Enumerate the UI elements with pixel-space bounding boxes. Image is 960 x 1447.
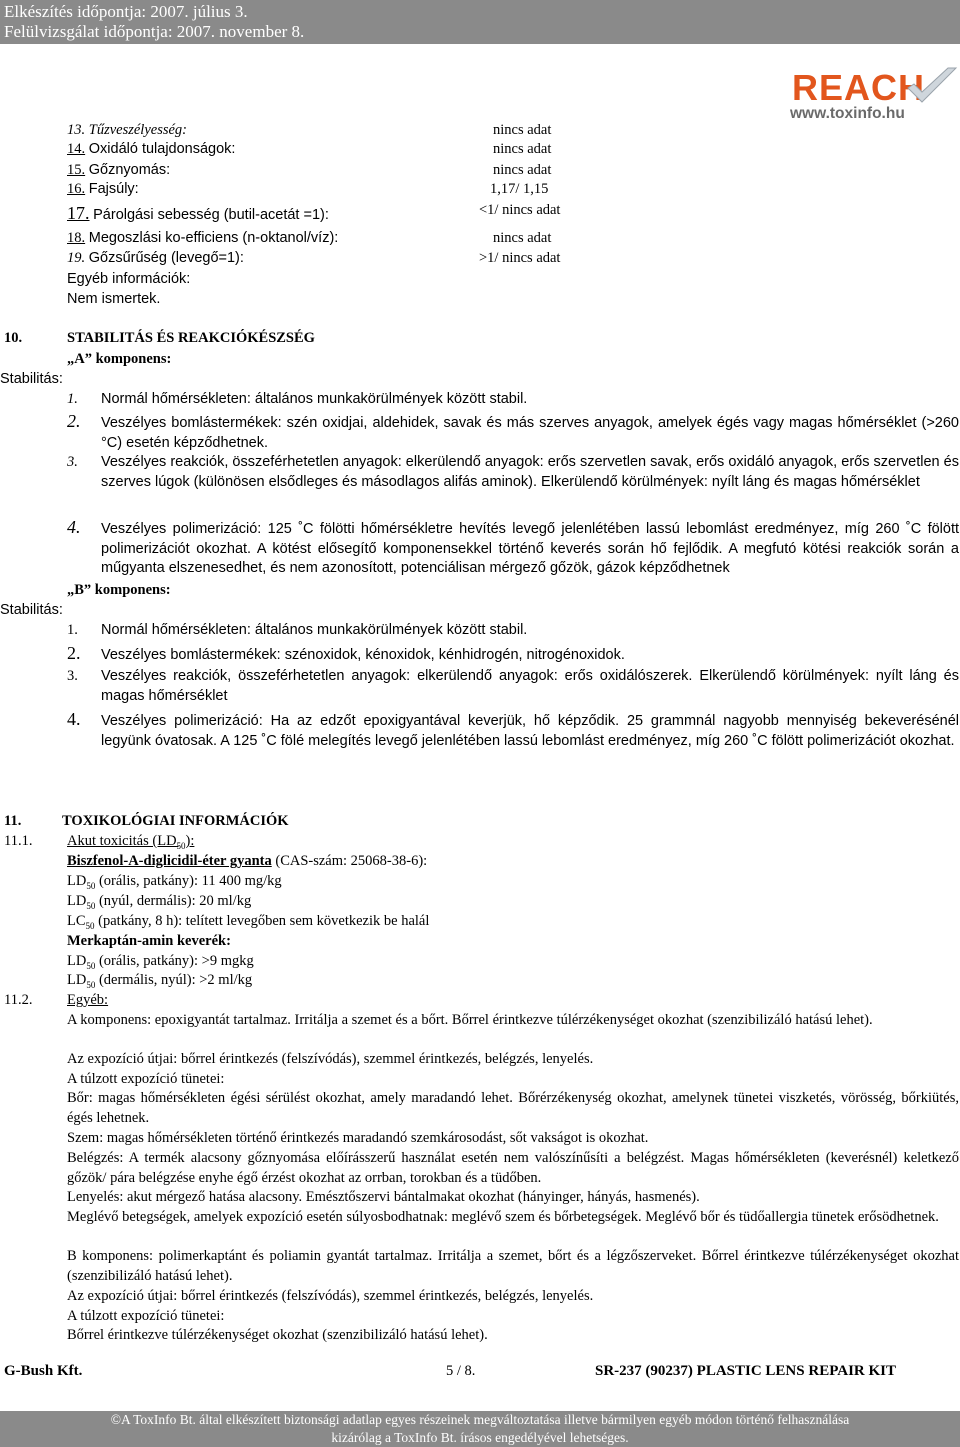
component-1-cas: (CAS-szám: 25068-38-6):: [271, 853, 428, 869]
tox-prefix: LC: [67, 913, 86, 929]
footer-product: SR-237 (90237) PLASTIC LENS REPAIR KIT: [595, 1363, 897, 1379]
tox-sub: 50: [86, 979, 96, 990]
logo-wordmark: REACH: [792, 67, 926, 108]
tox-prefix: LD: [67, 972, 87, 988]
tox-prefix: LD: [67, 953, 87, 969]
created-date: Elkészítés időpontja: 2007. július 3.: [4, 2, 248, 21]
b-item-text: Veszélyes polimerizáció: Ha az edzőt epoxigyantával keverjük, hő képződik. 25 grammnál nagyobb mennyiség bekeverésénél legyünk óvatosak. A 125 ˚C fölé melegítés levegő jelenlétében lassú lebomlást eredményez, míg 260 ˚C fölött polimerizációt okozhat.: [101, 713, 959, 749]
tox-paragraph: Meglévő betegségek, amelyek expozíció esetén súlyosbodhatnak: meglévő szem és bőrbetegségek. Meglévő bőr és tüdőallergia tünetek erősödhetnek.: [67, 1209, 939, 1225]
b-item-num: 4.: [67, 709, 81, 729]
prop-num: 16.: [67, 181, 86, 197]
copyright-line-2: kizárólag a ToxInfo Bt. írásos engedélyével lehetséges.: [331, 1430, 629, 1445]
a-item-text: Veszélyes bomlástermékek: szén oxidjai, aldehidek, savak és más szerves anyagok, amelyek égés vagy magas hőmérséklet (>260 °C) esetén képződhetnek.: [101, 415, 959, 451]
a-item-num: 4.: [67, 517, 81, 537]
prop-label: Fajsúly:: [88, 181, 139, 197]
prop-row: [67, 180, 139, 199]
prop-label: Oxidáló tulajdonságok:: [88, 141, 236, 157]
tox-sub: 50: [86, 960, 96, 971]
reach-logo: [788, 66, 960, 122]
component-2-name: Merkaptán-amin keverék:: [67, 933, 231, 949]
prop-num: 14.: [67, 141, 86, 157]
tox-text: (patkány, 8 h): telített levegőben sem következik be halál: [94, 913, 430, 929]
b-item-num: 1.: [67, 622, 78, 638]
a-item-text: Veszélyes polimerizáció: 125 ˚C fölötti hőmérsékletre hevítés levegő jelenlétében lassú lebomlást eredményez, míg 260 ˚C fölött polimerizációt okozhat. A kötést elősegítő komponensekkel történő keverés során hő fejlődik. A megfutó kötési reakciók során a műgyanta elszenesedhet, és nem azonosított, potenciálisan mérgező gőzök, gázok képződhetnek: [101, 521, 959, 576]
header-band: [0, 0, 960, 44]
footer-company: G-Bush Kft.: [4, 1363, 83, 1379]
a-item-num: 1.: [67, 391, 78, 407]
tox-paragraph: Belégzés: A termék alacsony gőznyomása előírásszerű használat esetén nem valószínűsíti a belégzést. Magas hőmérsékleten (keverésnél) keletkező gőzök/ pára belégzése enyhe égő érzést okozhat az orrban, torokban és a tüdőben.: [67, 1150, 959, 1186]
prop-num: 17.: [67, 203, 90, 223]
prop-row: [67, 161, 170, 180]
footer-page-number: 5 / 8.: [446, 1363, 476, 1379]
tox-prefix: LD: [67, 873, 87, 889]
tox-text: (orális, patkány): 11 400 mg/kg: [95, 873, 282, 889]
b-item-num: 2.: [67, 643, 81, 663]
prop-label: Párolgási sebesség (butil-acetát =1):: [93, 207, 329, 223]
section-11-num: 11.: [4, 813, 22, 829]
prop-value: >1/ nincs adat: [479, 250, 561, 266]
prop-value: <1/ nincs adat: [479, 202, 561, 218]
component-1-name: Biszfenol-A-diglicidil-éter gyanta: [67, 853, 272, 869]
tox-paragraph: B komponens: polimerkaptánt és poliamin gyantát tartalmaz. Irritálja a szemet, bőrt és a légzőszerveket. Bőrrel érintkezve túlérzékenységet okozhat (szenzibilizáló hatású lehet).: [67, 1248, 959, 1284]
prop-value: nincs adat: [493, 162, 552, 178]
prop-value: 1,17/ 1,15: [490, 181, 549, 197]
tox-prefix: LD: [67, 893, 87, 909]
subsection-11-1-num: 11.1.: [4, 833, 33, 849]
prop-num: 18.: [67, 230, 86, 246]
other-info-value: Nem ismertek.: [67, 291, 161, 307]
tox-sub: 50: [86, 900, 96, 911]
tox-sub: 50: [85, 920, 95, 931]
tox-paragraph: Az expozíció útjai: bőrrel érintkezés (felszívódás), szemmel érintkezés, belégzés, lenyelés.: [67, 1288, 594, 1304]
b-item-text: Veszélyes bomlástermékek: szénoxidok, kénoxidok, kénhidrogén, nitrogénoxidok.: [101, 647, 625, 663]
component-b-label: „B” komponens:: [67, 582, 171, 598]
copyright-line-1: ©A ToxInfo Bt. által elkészített biztonsági adatlap egyes részeinek megváltoztatása illetve bármilyen egyéb módon történő felhasználása: [110, 1412, 850, 1427]
a-item-text: Veszélyes reakciók, összeférhetetlen anyagok: elkerülendő anyagok: erős szervetlen savak, erős oxidáló anyagok, erős szervetlen és szerves lúgok (különösen elsődleges és másodlagos alifás aminok). Elkerülendő körülmények: nyílt láng és magas hőmérséklet: [101, 454, 959, 490]
a-item-text: Normál hőmérsékleten: általános munkakörülmények között stabil.: [101, 391, 528, 407]
prop-label: Tűzveszélyesség:: [88, 122, 188, 138]
prop-row: [67, 121, 187, 140]
subsection-11-2-num: 11.2.: [4, 992, 33, 1008]
tox-text: (nyúl, dermális): 20 ml/kg: [95, 893, 252, 909]
prop-value: nincs adat: [493, 141, 552, 157]
logo-url: www.toxinfo.hu: [790, 105, 905, 122]
tox-sub: 50: [86, 880, 96, 891]
sub1-title-part: ):: [185, 833, 195, 849]
tox-paragraph: Az expozíció útjai: bőrrel érintkezés (felszívódás), szemmel érintkezés, belégzés, lenyelés.: [67, 1051, 594, 1067]
prop-label: Gőzsűrűség (levegő=1):: [88, 250, 244, 266]
tox-text: (dermális, nyúl): >2 ml/kg: [95, 972, 253, 988]
revised-date: Felülvizsgálat időpontja: 2007. november 8.: [4, 22, 305, 41]
prop-label: Megoszlási ko-efficiens (n-oktanol/víz):: [88, 230, 339, 246]
tox-paragraph: Szem: magas hőmérsékleten történő érintkezés maradandó szemkárosodást, sőt vakságot is okozhat.: [67, 1130, 649, 1146]
subsection-11-2-title: Egyéb:: [67, 992, 109, 1008]
b-item-text: Normál hőmérsékleten: általános munkakörülmények között stabil.: [101, 622, 528, 638]
b-item-num: 3.: [67, 668, 78, 684]
other-info-label: Egyéb információk:: [67, 271, 191, 287]
prop-value: nincs adat: [493, 122, 552, 138]
prop-num: 15.: [67, 162, 86, 178]
prop-row: [67, 229, 338, 248]
tox-paragraph: A túlzott expozíció tünetei:: [67, 1071, 225, 1087]
a-item-num: 3.: [67, 454, 78, 470]
sub1-title-sub: 50: [176, 840, 186, 851]
tox-paragraph: Lenyelés: akut mérgező hatása alacsony. Emésztőszervi bántalmakat okozhat (hányinger, hányás, hasmenés).: [67, 1189, 700, 1205]
tox-paragraph: Bőr: magas hőmérsékleten égési sérülést okozhat, amely maradandó lehet. Bőrérzékenység okozhat, amelynek tünetei viszketés, vörösség, bőrkiütés, égés lehetnek.: [67, 1090, 959, 1126]
stability-label-b: Stabilitás:: [0, 602, 63, 618]
section-10-num: 10.: [4, 330, 23, 346]
tox-text: (orális, patkány): >9 mgkg: [95, 953, 254, 969]
copyright-band: [0, 1411, 960, 1447]
prop-num: 13.: [67, 122, 86, 138]
prop-label: Gőznyomás:: [88, 162, 171, 178]
b-item-text: Veszélyes reakciók, összeférhetetlen anyagok: elkerülendő anyagok: erős oxidálószerek. Elkerülendő körülmények: nyílt láng és magas hőmérséklet: [101, 668, 959, 704]
component-1-heading: [67, 852, 427, 871]
prop-row: [67, 140, 235, 159]
stability-label-a: Stabilitás:: [0, 371, 63, 387]
component-a-label: „A” komponens:: [67, 351, 172, 367]
prop-value: nincs adat: [493, 230, 552, 246]
prop-num: 19.: [67, 250, 86, 266]
tox-paragraph: Bőrrel érintkezve túlérzékenységet okozhat (szenzibilizáló hatású lehet).: [67, 1327, 488, 1343]
tox-paragraph: A komponens: epoxigyantát tartalmaz. Irritálja a szemet és a bőrt. Bőrrel érintkezve túlérzékenységet okozhat (szenzibilizáló hatású lehet).: [67, 1012, 873, 1028]
prop-row: [67, 249, 244, 268]
sub1-title-part: Akut toxicitás (LD: [67, 833, 177, 849]
section-10-title: STABILITÁS ÉS REAKCIÓKÉSZSÉG: [67, 330, 315, 346]
prop-row: [67, 204, 329, 225]
tox-paragraph: A túlzott expozíció tünetei:: [67, 1308, 225, 1324]
a-item-num: 2.: [67, 411, 81, 431]
section-11-title: TOXIKOLÓGIAI INFORMÁCIÓK: [62, 813, 289, 829]
